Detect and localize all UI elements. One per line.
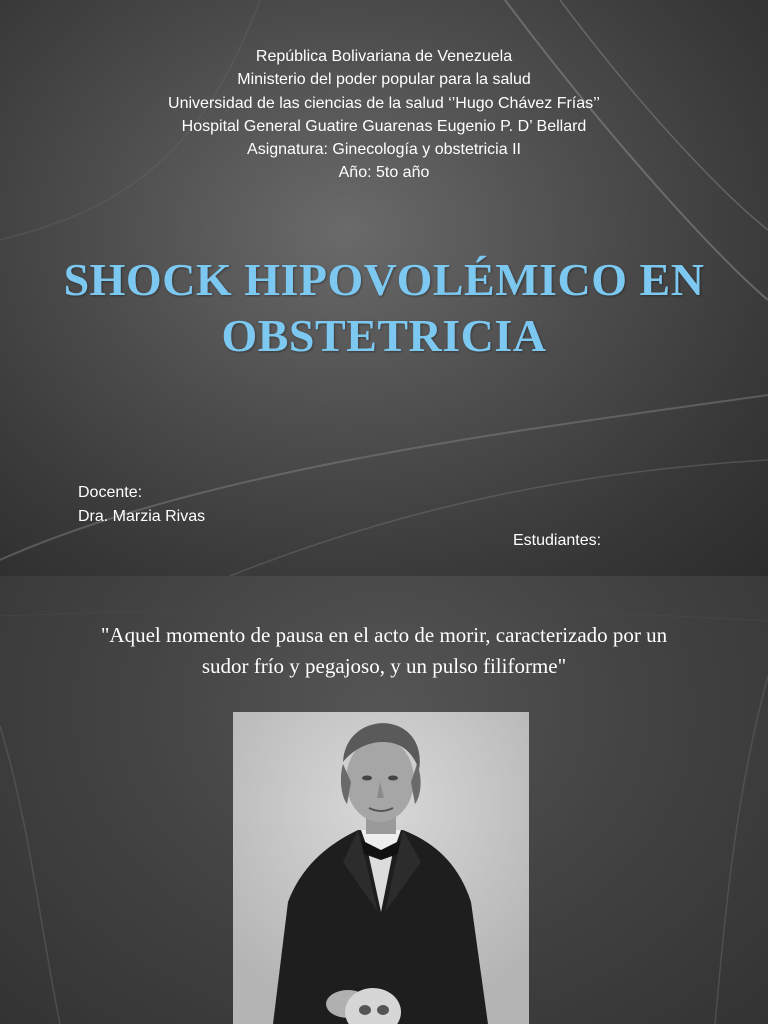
title-line-1: SHOCK HIPOVOLÉMICO EN bbox=[63, 254, 705, 305]
teacher-name: Dra. Marzia Rivas bbox=[78, 508, 206, 525]
quote-line-1: "Aquel momento de pausa en el acto de morir, caracterizado por un bbox=[100, 623, 668, 647]
portrait-image bbox=[233, 712, 529, 1024]
header-line-republic: República Bolivariana de Venezuela bbox=[255, 48, 513, 65]
quote-line-2: sudor frío y pegajoso, y un pulso filiforme" bbox=[201, 654, 567, 678]
header-line-hospital: Hospital General Guatire Guarenas Eugenio P. D’ Bellard bbox=[181, 117, 587, 135]
header-line-university: Universidad de las ciencias de la salud ‘’Hugo Chávez Frías’’ bbox=[168, 94, 600, 112]
presentation-title bbox=[0, 252, 768, 364]
title-line-2: OBSTETRICIA bbox=[221, 310, 547, 361]
header-line-year: Año: 5to año bbox=[338, 164, 430, 182]
header-line-subject: Asignatura: Ginecología y obstetricia II bbox=[247, 141, 521, 159]
quote-slide bbox=[0, 576, 768, 1024]
portrait-illustration bbox=[233, 712, 529, 1024]
institution-header bbox=[0, 45, 768, 185]
quote-text bbox=[20, 620, 748, 682]
teacher-label: Docente: bbox=[78, 484, 143, 501]
header-line-ministry: Ministerio del poder popular para la salud bbox=[237, 71, 531, 89]
teacher-block bbox=[78, 481, 205, 529]
students-label: Estudiantes: bbox=[513, 532, 602, 549]
